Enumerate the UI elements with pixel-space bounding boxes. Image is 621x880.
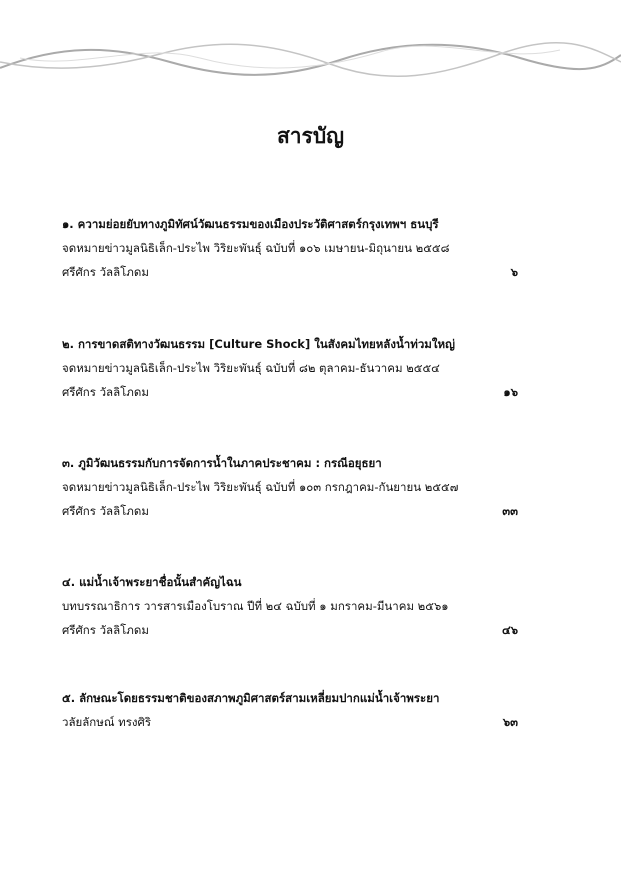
entry-page: ๔๖: [501, 623, 518, 637]
entry-page: ๑๖: [503, 385, 518, 399]
entry-page: ๓๓: [502, 504, 518, 518]
entry-page: ๖: [510, 265, 518, 279]
entry-title: ๑. ความย่อยยับทางภูมิทัศน์วัฒนธรรมของเมืองประวัติศาสตร์กรุงเทพฯ ธนบุรี: [62, 217, 439, 231]
entry-page: ๖๓: [502, 715, 518, 729]
entry-source: จดหมายข่าวมูลนิธิเล็ก-ประไพ วิริยะพันธุ์ ฉบับที่ ๘๒ ตุลาคม-ธันวาคม ๒๕๕๔: [62, 361, 440, 375]
entry-source: จดหมายข่าวมูลนิธิเล็ก-ประไพ วิริยะพันธุ์ ฉบับที่ ๑๐๓ กรกฎาคม-กันยายน ๒๕๕๗: [62, 480, 459, 494]
page-title: สารบัญ: [276, 124, 345, 148]
toc-entry[interactable]: [62, 451, 518, 523]
entry-title: ๕. ลักษณะโดยธรรมชาติของสภาพภูมิศาสตร์สามเหลี่ยมปากแม่น้ำเจ้าพระยา: [62, 691, 440, 705]
entry-source: จดหมายข่าวมูลนิธิเล็ก-ประไพ วิริยะพันธุ์ ฉบับที่ ๑๐๖ เมษายน-มิถุนายน ๒๕๕๘: [62, 241, 450, 255]
decorative-wave-header: [0, 40, 621, 80]
entry-author: ศรีศักร วัลลิโภดม: [62, 504, 149, 518]
toc-entry[interactable]: [62, 332, 518, 404]
entry-author: ศรีศักร วัลลิโภดม: [62, 265, 149, 279]
entry-author: วลัยลักษณ์ ทรงศิริ: [62, 715, 152, 729]
entry-title: ๒. การขาดสติทางวัฒนธรรม [Culture Shock] ในสังคมไทยหลังน้ำท่วมใหญ่: [62, 337, 455, 351]
entry-title: ๓. ภูมิวัฒนธรรมกับการจัดการน้ำในภาคประชาคม : กรณีอยุธยา: [62, 456, 382, 470]
toc-entry[interactable]: [62, 570, 518, 642]
toc-entry[interactable]: [62, 212, 518, 284]
entry-source: บทบรรณาธิการ วารสารเมืองโบราณ ปีที่ ๒๔ ฉบับที่ ๑ มกราคม-มีนาคม ๒๕๖๑: [62, 599, 449, 613]
entry-author: ศรีศักร วัลลิโภดม: [62, 623, 149, 637]
toc-entry[interactable]: [62, 686, 518, 734]
entry-title: ๔. แม่น้ำเจ้าพระยาชื่อนั้นสำคัญไฉน: [62, 575, 242, 589]
entry-author: ศรีศักร วัลลิโภดม: [62, 385, 149, 399]
